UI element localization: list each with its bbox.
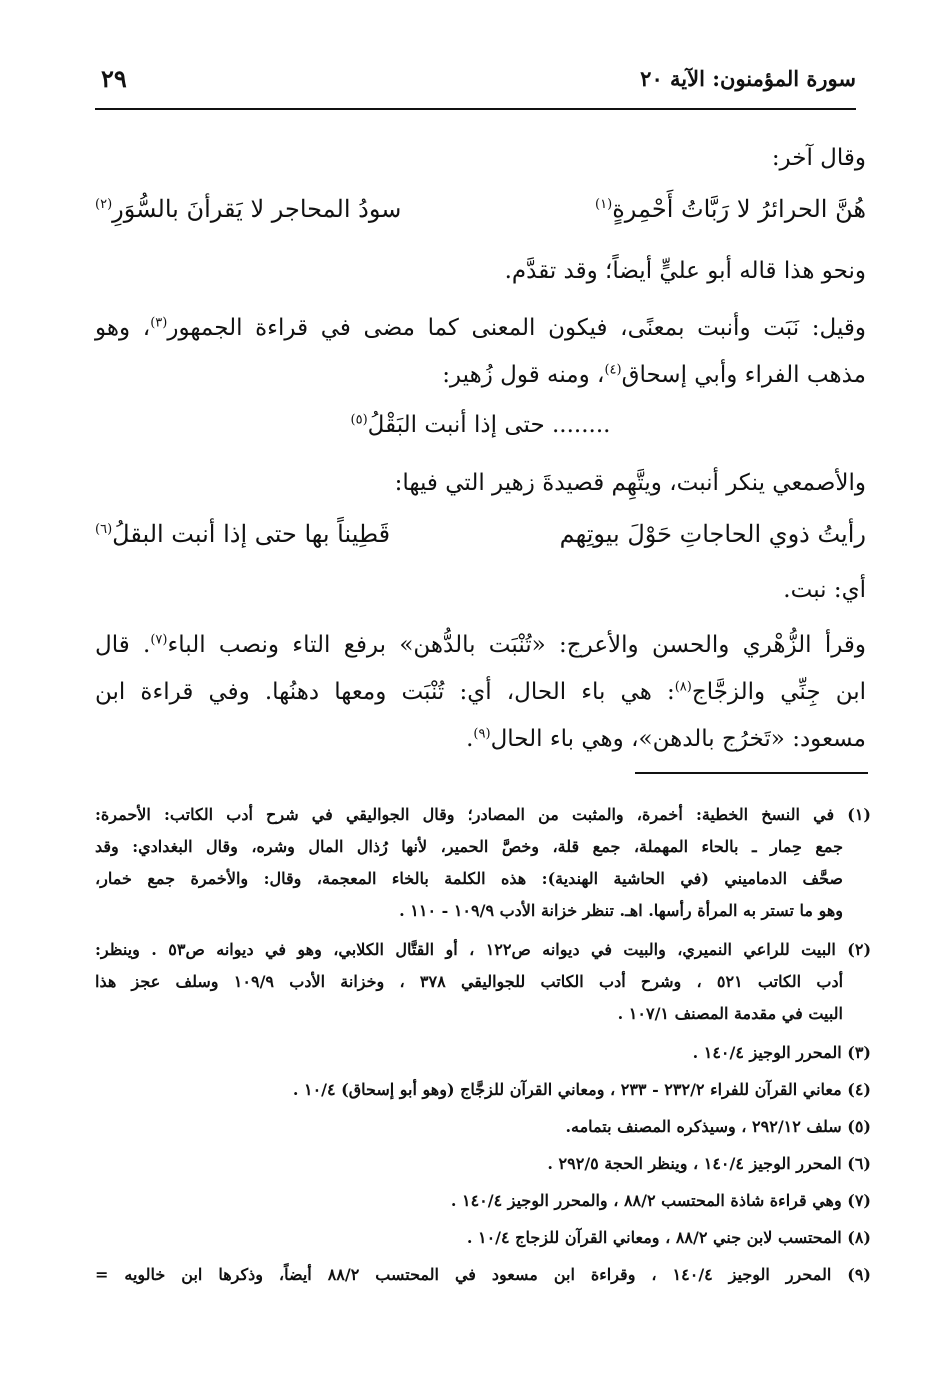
footnote-ref: (٢): [95, 197, 113, 212]
text-line-1: [95, 145, 866, 171]
verse-2-second-hemistich: [95, 520, 390, 548]
footnote-4: (٤) معاني القرآن للفراء ٢٣٢/٢ - ٢٣٣ ، ومعاني القرآن للزجَّاج (وهو أبو إسحاق) ١٠/٤ .: [292, 1080, 871, 1099]
text-span: والأصمعي ينكر أنبت، ويتَّهِم قصيدةَ زهير التي فيها:: [394, 470, 866, 496]
text-span: .: [466, 726, 474, 752]
text-span: ........ حتى إذا أنبت البَقْلُ: [367, 412, 611, 438]
footnote-ref: (٩): [473, 726, 491, 742]
page-number: ٢٩: [101, 64, 127, 93]
footnote-2-line-3: البيت في مقدمة المصنف ١٠٧/١ .: [617, 1004, 843, 1023]
text-line-12: [95, 726, 866, 752]
verse-1-first-hemistich: [595, 195, 866, 223]
footnote-ref: (٦): [95, 522, 113, 537]
footnote-2-line-1: (٢) البيت للراعي النميري، والبيت في ديوانه ص١٢٢ ، أو القتَّال الكلابي، وهو في ديوانه ص٥٣ . وينظر:: [95, 940, 872, 959]
footnote-1-line-3: صحَّف الدماميني (في الحاشية الهندية): هذه الكلمة بالخاء المعجمة، وقال: والأخمرة جمع خمار،: [95, 869, 843, 888]
footnote-6: (٦) المحرر الوجيز ١٤٠/٤ ، وينظر الحجة ٢٩٢/٥ .: [547, 1154, 871, 1173]
footnote-ref: (٣): [150, 315, 168, 331]
text-line-9: [95, 577, 866, 603]
verse-2-first-hemistich: [560, 520, 866, 548]
text-span: ونحو هذا قاله أبو عليٍّ أيضاً؛ وقد تقدَّم.: [504, 258, 866, 284]
text-span: مذهب الفراء وأبي إسحاق: [621, 362, 866, 388]
text-span: أي: نبت.: [783, 577, 866, 603]
text-span: وقرأ الزُّهْري والحسن والأعرج: «تُنْبَت بالدُّهن» برفع التاء ونصب الباء: [167, 632, 867, 658]
footnote-ref: (١): [595, 197, 613, 212]
footnote-9: (٩) المحرر الوجيز ١٤٠/٤ ، وقراءة ابن مسعود في المحتسب ٨٨/٢ أيضاً، وذكرها ابن خالويه =: [95, 1265, 871, 1284]
text-line-3: [95, 258, 866, 284]
footnote-ref: (٨): [674, 679, 692, 695]
text-line-10: [95, 632, 866, 658]
footnote-separator: [635, 772, 868, 774]
verse-1-second-hemistich: [95, 195, 401, 223]
verse-text: سودُ المحاجر لا يَقرأنَ بالسُّوَرِ: [112, 195, 402, 223]
text-span: . قال: [95, 632, 151, 658]
header-rule: [95, 108, 856, 110]
footnote-ref: (٧): [150, 632, 168, 648]
text-span: ابن جِنِّي والزجَّاج: [691, 679, 866, 705]
text-line-7: [95, 470, 866, 496]
verse-fragment: [95, 412, 866, 438]
verse-text: هُنَّ الحرائرُ لا رَبَّاتُ أَحْمِرةٍ: [612, 195, 866, 223]
footnote-ref: (٥): [350, 412, 368, 428]
verse-text: رأيتُ ذوي الحاجاتِ حَوْلَ بيوتِهم: [559, 520, 866, 548]
footnote-1-line-2: جمع حِمار ـ بالحاء المهملة، جمع قلة، وخصَّ الحمير، لأنها رُذال المال وشره، وقال البغدادي: وقد: [95, 837, 843, 856]
footnote-8: (٨) المحتسب لابن جني ٨٨/٢ ، ومعاني القرآن للزجاج ١٠/٤ .: [466, 1228, 871, 1247]
text-span: : هي باء الحال، أي: تُنْبَت ومعها دهنُها. وفي قراءة ابن: [95, 679, 675, 705]
footnote-5: (٥) سلف ٢٩٢/١٢ ، وسيذكره المصنف بتمامه.: [565, 1117, 871, 1136]
running-title: سورة المؤمنون: الآية ٢٠: [640, 66, 856, 91]
verse-text: قَطِيناً بها حتى إذا أنبت البقلُ: [112, 520, 391, 548]
footnote-ref: (٤): [604, 362, 622, 378]
text-line-11: [95, 679, 866, 705]
footnote-1-line-1: (١) في النسخ الخطية: أخمرة، والمثبت من المصادر؛ وقال الجواليقي في شرح أدب الكاتب: الأحمرة:: [95, 805, 871, 824]
footnote-7: (٧) وهي قراءة شاذة المحتسب ٨٨/٢ ، والمحرر الوجيز ١٤٠/٤ .: [450, 1191, 871, 1210]
footnote-1-line-4: وهو ما تستر به المرأة رأسها. اهـ. تنظر خزانة الأدب ١٠٩/٩ - ١١٠ .: [399, 901, 843, 920]
text-line-5: [95, 362, 866, 388]
footnote-2-line-2: أدب الكاتب ٥٢١ ، وشرح أدب الكاتب للجواليقي ٣٧٨ ، وخزانة الأدب ١٠٩/٩ وسلف عجز هذا: [95, 972, 844, 991]
page-header: [95, 62, 856, 106]
text-span: وقال آخر:: [771, 145, 866, 171]
text-span: مسعود: «تَخرُج بالدهن»، وهي باء الحال: [490, 726, 866, 752]
text-span: وقيل: نَبَت وأنبت بمعنًى، فيكون المعنى كما مضى في قراءة الجمهور: [167, 315, 866, 341]
footnote-3: (٣) المحرر الوجيز ١٤٠/٤ .: [692, 1043, 871, 1062]
text-line-4: [95, 315, 866, 341]
text-span: ، ومنه قول زُهير:: [442, 362, 605, 388]
text-span: ، وهو: [95, 315, 151, 341]
